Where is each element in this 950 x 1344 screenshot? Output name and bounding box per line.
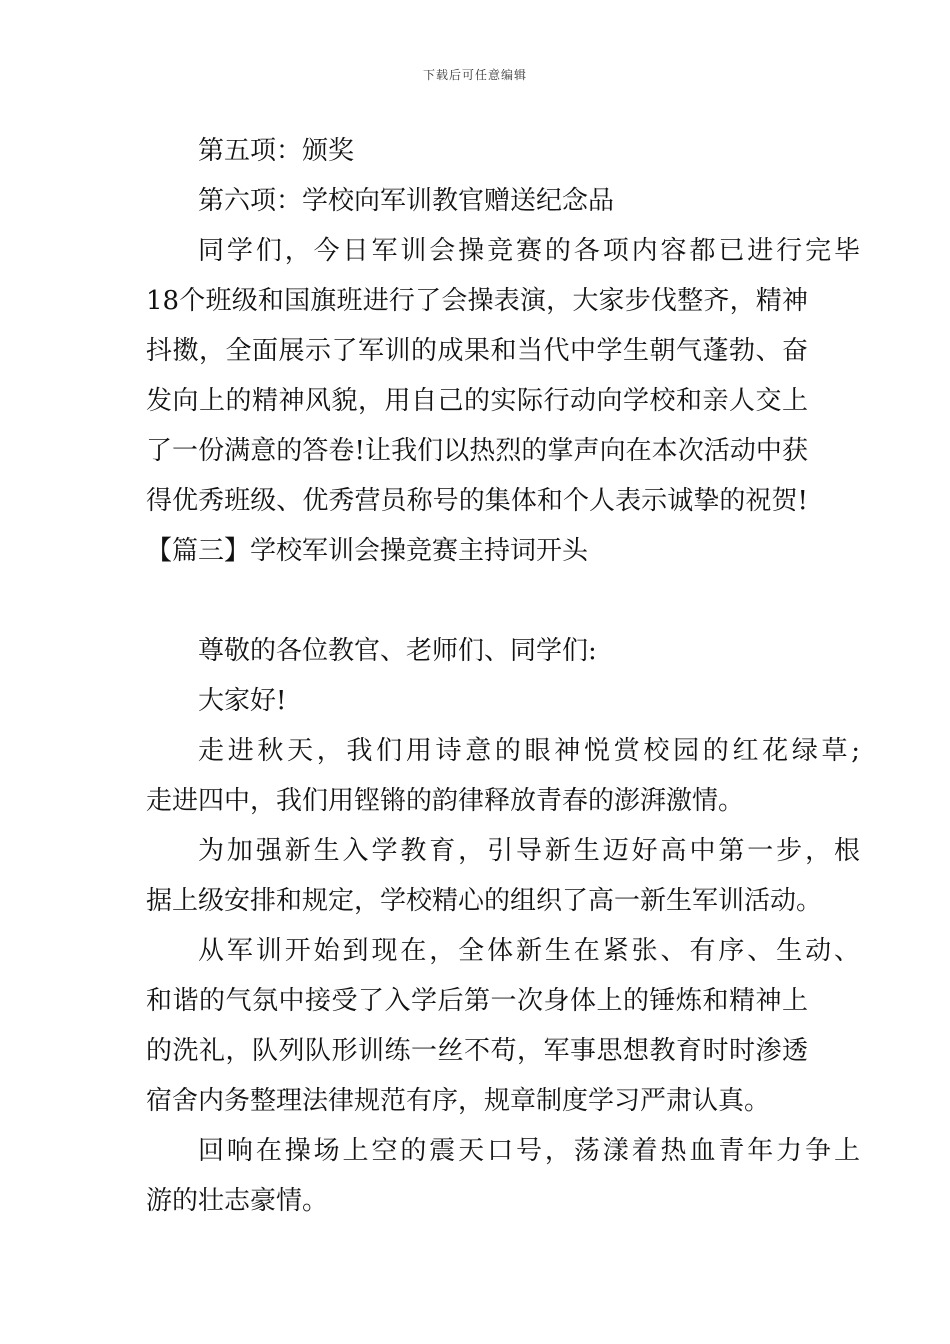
text-line-greeting: 大家好! bbox=[198, 686, 287, 716]
text-line: 同学们，今日军训会操竞赛的各项内容都已进行完毕 bbox=[198, 236, 860, 266]
text-line: 从军训开始到现在，全体新生在紧张、有序、生动、 bbox=[198, 936, 860, 966]
text-line: 了一份满意的答卷!让我们以热烈的掌声向在本次活动中获 bbox=[146, 436, 808, 466]
section-heading: 【篇三】学校军训会操竞赛主持词开头 bbox=[146, 536, 589, 566]
page-header: 下载后可任意编辑 bbox=[422, 68, 527, 82]
text-line-gift: 第六项：学校向军训教官赠送纪念品 bbox=[198, 186, 615, 216]
text-line: 为加强新生入学教育，引导新生迈好高中第一步，根 bbox=[198, 836, 860, 866]
text-line: 回响在操场上空的震天口号，荡漾着热血青年力争上 bbox=[198, 1136, 860, 1166]
text-line: 游的壮志豪情。 bbox=[146, 1186, 329, 1216]
text-line: 据上级安排和规定，学校精心的组织了高一新生军训活动。 bbox=[146, 886, 823, 916]
text-line-award: 第五项：颁奖 bbox=[198, 136, 355, 166]
text-line: 宿舍内务整理法律规范有序，规章制度学习严肃认真。 bbox=[146, 1086, 771, 1116]
text-line-salutation: 尊敬的各位教官、老师们、同学们: bbox=[198, 636, 597, 666]
text-line: 走进秋天，我们用诗意的眼神悦赏校园的红花绿草; bbox=[198, 736, 860, 766]
text-line: 得优秀班级、优秀营员称号的集体和个人表示诚挚的祝贺! bbox=[146, 486, 808, 516]
text-line: 发向上的精神风貌，用自己的实际行动向学校和亲人交上 bbox=[146, 386, 808, 416]
text-line: 抖擞，全面展示了军训的成果和当代中学生朝气蓬勃、奋 bbox=[146, 336, 808, 366]
text-line: 和谐的气氛中接受了入学后第一次身体上的锤炼和精神上 bbox=[146, 986, 808, 1016]
text-line: 走进四中，我们用铿锵的韵律释放青春的澎湃激情。 bbox=[146, 786, 745, 816]
text-line: 的洗礼，队列队形训练一丝不苟，军事思想教育时时渗透 bbox=[146, 1036, 808, 1066]
text-line: 18个班级和国旗班进行了会操表演，大家步伐整齐，精神 bbox=[146, 286, 808, 316]
